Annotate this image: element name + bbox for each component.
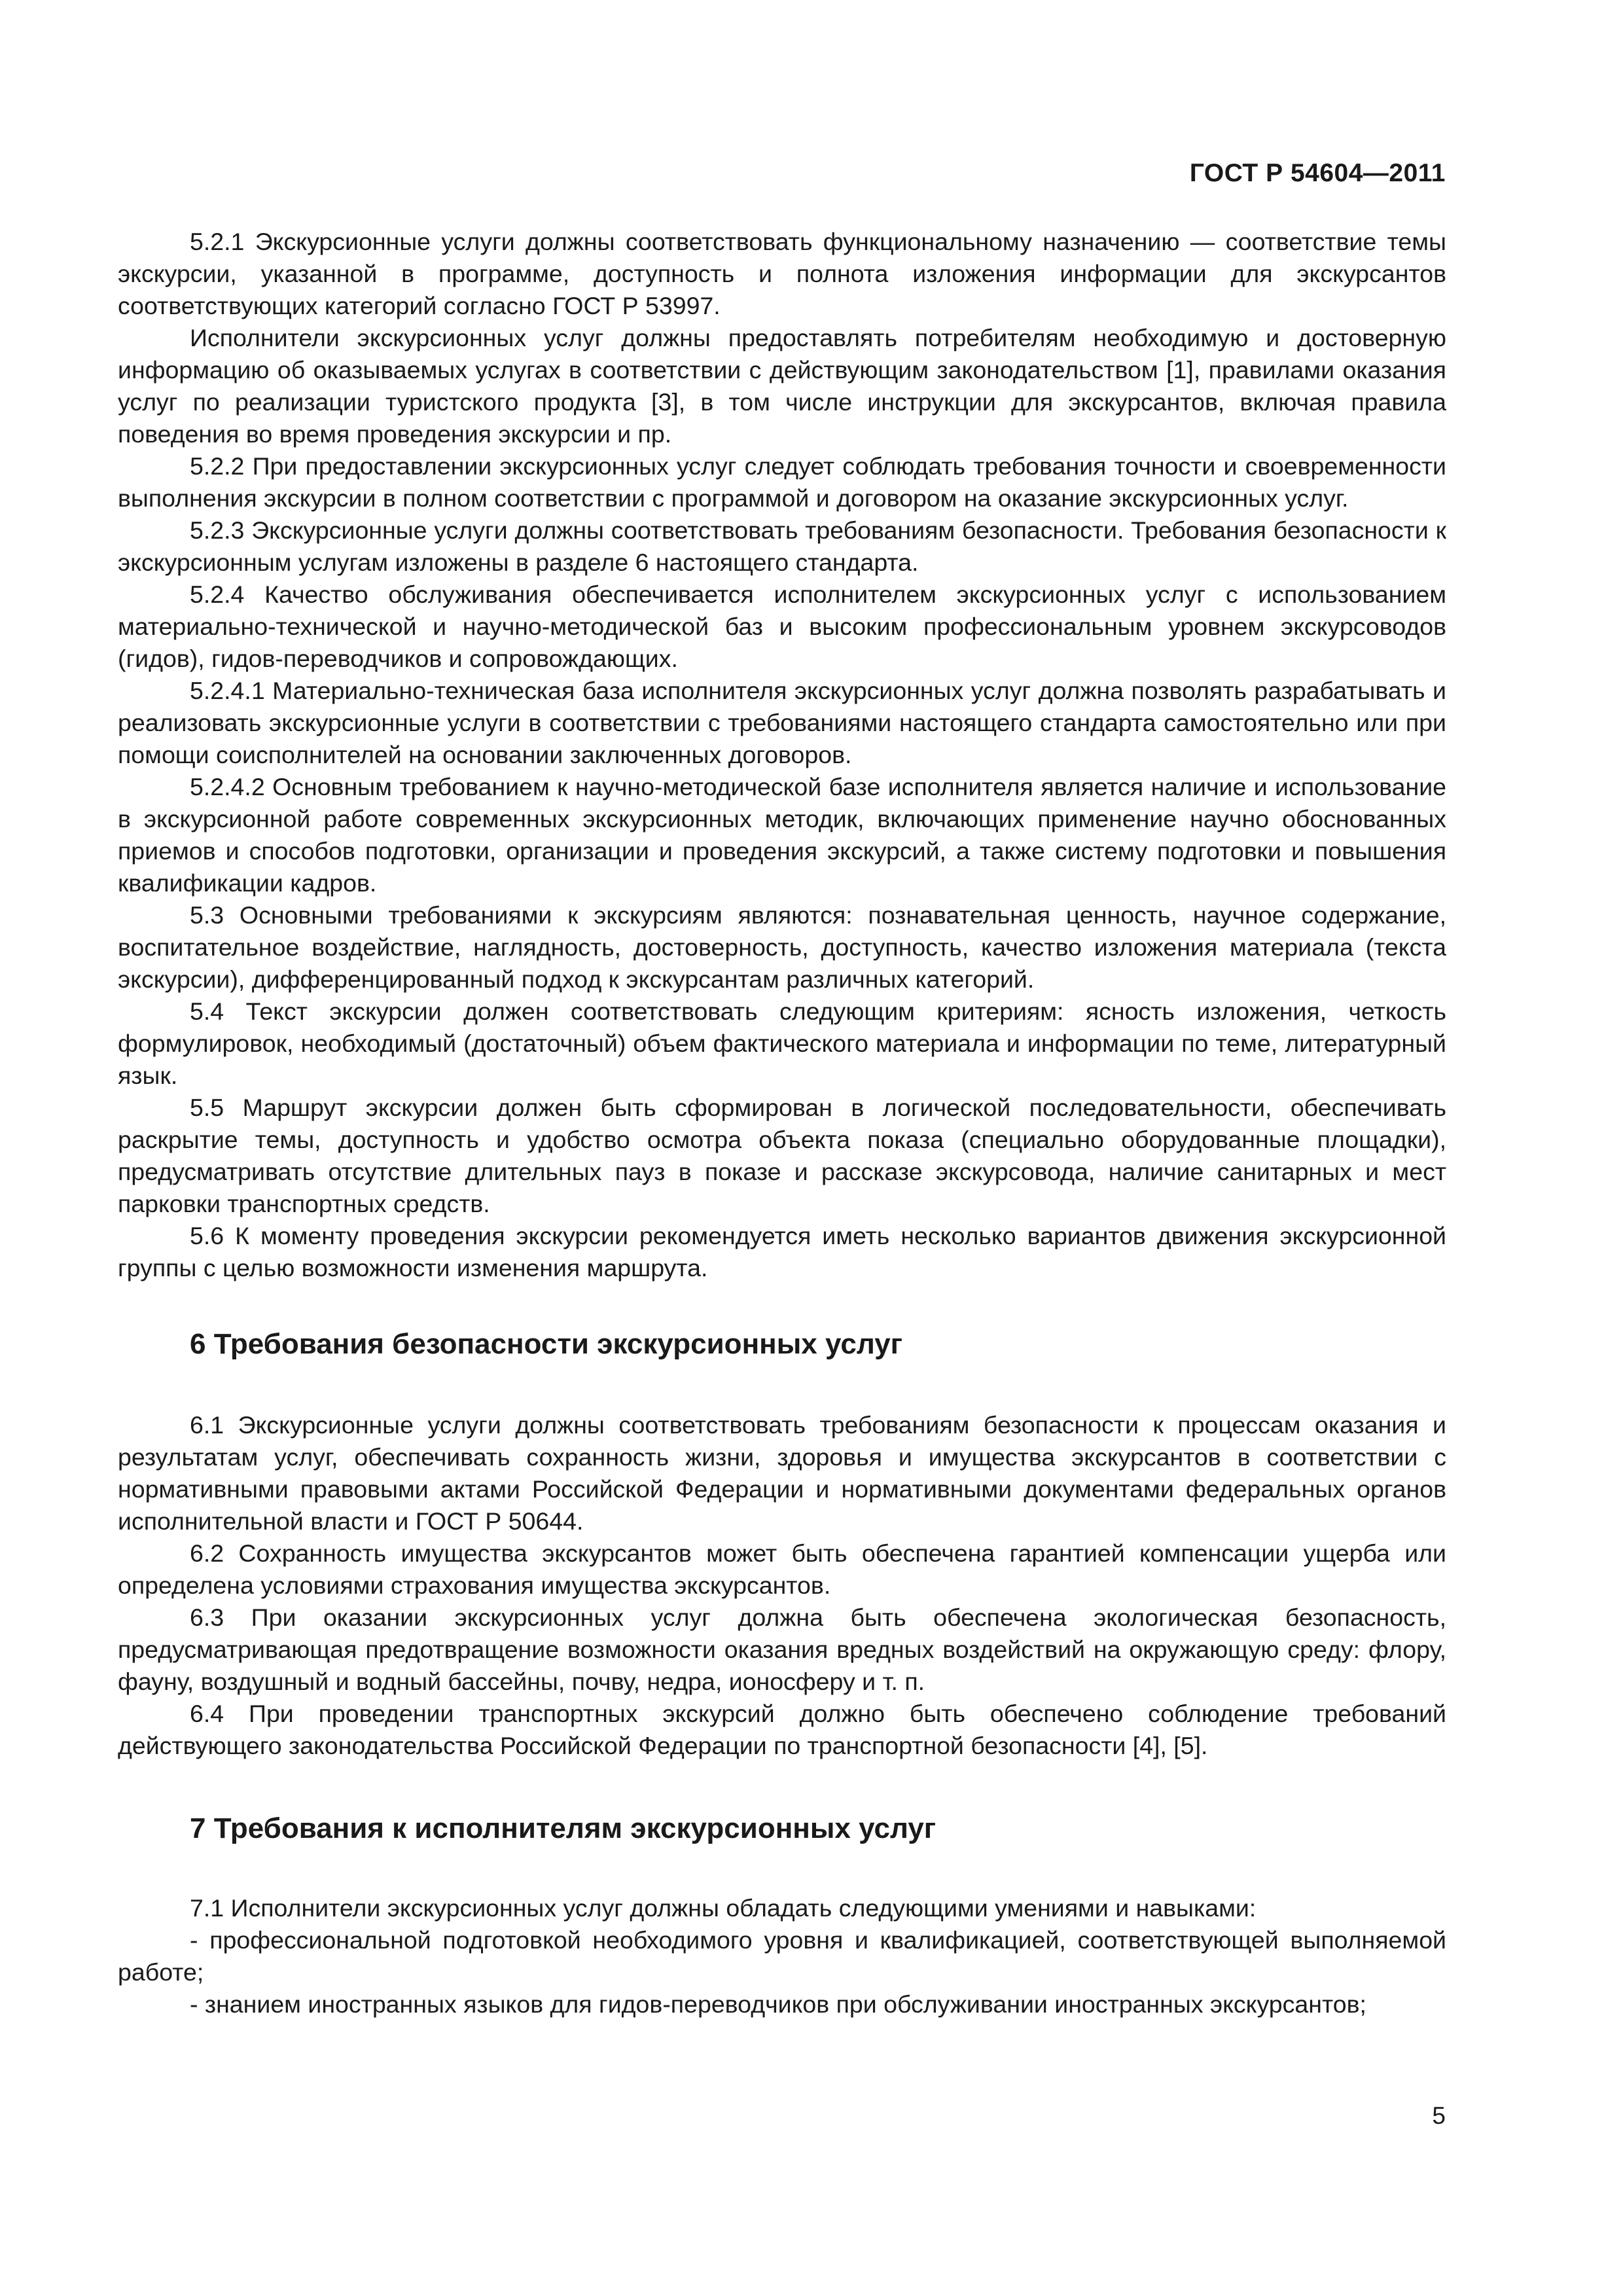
page-number: 5 — [1432, 2102, 1446, 2129]
paragraph-5-4: 5.4 Текст экскурсии должен соответствовать следующим критериям: ясность изложения, четкость формулировок, необходимый (достаточный) объем фактического материала и информации по теме, литературный язык. — [118, 997, 1446, 1089]
list-item-foreign-languages: - знанием иностранных языков для гидов-переводчиков при обслуживании иностранных экскурсантов; — [190, 1990, 1366, 2018]
paragraph-6-3: 6.3 При оказании экскурсионных услуг должна быть обеспечена экологическая безопасность, предусматривающая предотвращение возможности оказания вредных воздействий на окружающую среду: флору, фауну, воздушный и водный бассейны, почву, недра, ионосферу и т. п. — [118, 1604, 1446, 1695]
paragraph-6-4: 6.4 При проведении транспортных экскурсий должно быть обеспечено соблюдение требований действующего законодательства Российской Федерации по транспортной безопасности [4], [5]. — [118, 1700, 1446, 1759]
paragraph-5-6: 5.6 К моменту проведения экскурсии рекомендуется иметь несколько вариантов движения экскурсионной группы с целью возможности изменения маршрута. — [118, 1222, 1446, 1282]
paragraph-7-1: 7.1 Исполнители экскурсионных услуг должны обладать следующими умениями и навыками: — [190, 1894, 1257, 1922]
section-7-heading: 7 Требования к исполнителям экскурсионных услуг — [190, 1812, 936, 1844]
section-6-heading: 6 Требования безопасности экскурсионных услуг — [190, 1328, 902, 1360]
paragraph-5-2-3: 5.2.3 Экскурсионные услуги должны соответствовать требованиям безопасности. Требования безопасности к экскурсионным услугам изложены в разделе 6 настоящего стандарта. — [118, 516, 1446, 576]
paragraph-5-2-4: 5.2.4 Качество обслуживания обеспечивается исполнителем экскурсионных услуг с использованием материально-технической и научно-методической баз и высоким профессиональным уровнем экскурсоводов (гидов), гидов-переводчиков и сопровождающих. — [118, 581, 1446, 672]
paragraph-5-5: 5.5 Маршрут экскурсии должен быть сформирован в логической последовательности, обеспечивать раскрытие темы, доступность и удобство осмотра объекта показа (специально оборудованные площадки), предусматривать отсутствие длительных пауз в показе и рассказе экскурсовода, наличие санитарных и мест парковки транспортных средств. — [118, 1094, 1446, 1217]
paragraph-5-2-1-info: Исполнители экскурсионных услуг должны предоставлять потребителям необходимую и достоверную информацию об оказываемых услугах в соответствии с действующим законодательством [1], правилами оказания услуг по реализации туристского продукта [3], в том числе инструкции для экскурсантов, включая правила поведения во время проведения экскурсии и пр. — [118, 324, 1446, 448]
paragraph-6-1: 6.1 Экскурсионные услуги должны соответствовать требованиям безопасности к процессам оказания и результатам услуг, обеспечивать сохранность жизни, здоровья и имущества экскурсантов в соответствии с нормативными правовыми актами Российской Федерации и нормативными документами федеральных органов исполнительной власти и ГОСТ Р 50644. — [118, 1411, 1446, 1535]
paragraph-5-2-1: 5.2.1 Экскурсионные услуги должны соответствовать функциональному назначению — соответствие темы экскурсии, указанной в программе, доступность и полнота изложения информации для экскурсантов соответствующих категорий согласно ГОСТ Р 53997. — [118, 228, 1446, 319]
document-code: ГОСТ Р 54604—2011 — [1189, 159, 1446, 187]
page-content — [118, 226, 1446, 2020]
paragraph-5-2-2: 5.2.2 При предоставлении экскурсионных услуг следует соблюдать требования точности и своевременности выполнения экскурсии в полном соответствии с программой и договором на оказание экскурсионных услуг. — [118, 452, 1446, 512]
list-item-professional-training: - профессиональной подготовкой необходимого уровня и квалификацией, соответствующей выполняемой работе; — [118, 1926, 1446, 1986]
paragraph-5-2-4-1: 5.2.4.1 Материально-техническая база исполнителя экскурсионных услуг должна позволять разрабатывать и реализовать экскурсионные услуги в соответствии с требованиями настоящего стандарта самостоятельно или при помощи соисполнителей на основании заключенных договоров. — [118, 677, 1446, 768]
paragraph-6-2: 6.2 Сохранность имущества экскурсантов может быть обеспечена гарантией компенсации ущерба или определена условиями страхования имущества экскурсантов. — [118, 1539, 1446, 1599]
paragraph-5-3: 5.3 Основными требованиями к экскурсиям являются: познавательная ценность, научное содержание, воспитательное воздействие, наглядность, достоверность, доступность, качество изложения материала (текста экскурсии), дифференцированный подход к экскурсантам различных категорий. — [118, 901, 1446, 993]
paragraph-5-2-4-2: 5.2.4.2 Основным требованием к научно-методической базе исполнителя является наличие и использование в экскурсионной работе современных экскурсионных методик, включающих применение научно обоснованных приемов и способов подготовки, организации и проведения экскурсий, а также систему подготовки и повышения квалификации кадров. — [118, 773, 1446, 897]
